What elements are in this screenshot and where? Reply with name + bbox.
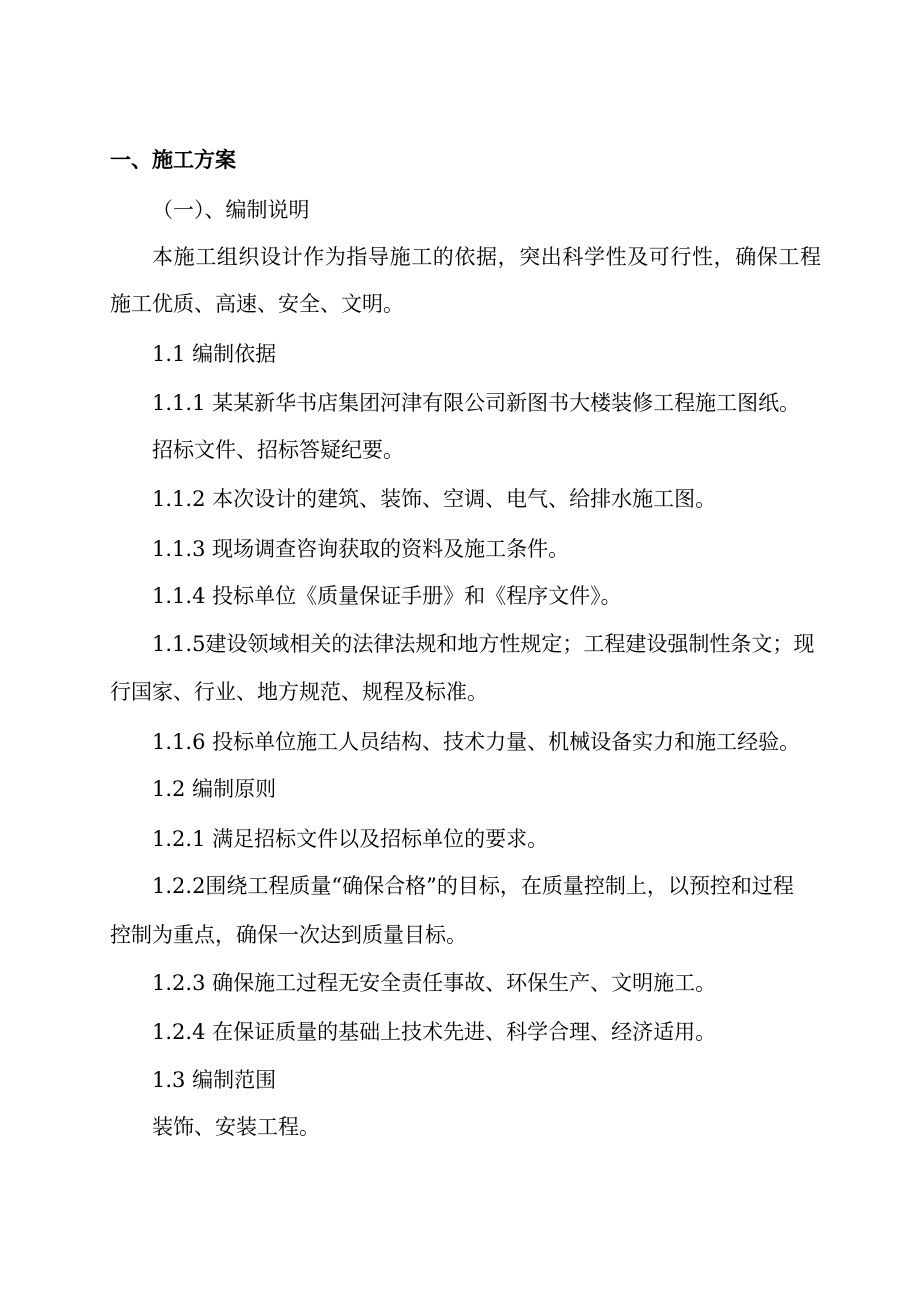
basis-item-1-1-5-line-2: 行国家、行业、地方规范、规程及标准。	[110, 680, 488, 704]
principles-item-1-2-2-line-1: 1.2.2围绕工程质量“确保合格”的目标，在质量控制上，以预控和过程	[152, 874, 794, 898]
section-title: （一）、编制说明	[152, 198, 310, 222]
intro-line-2: 施工优质、高速、安全、文明。	[110, 292, 404, 316]
basis-item-1-1-2: 1.1.2 本次设计的建筑、装饰、空调、电气、给排水施工图。	[152, 487, 717, 511]
basis-item-1-1-1-continued: 招标文件、招标答疑纪要。	[152, 438, 404, 462]
document-heading: 一、施工方案	[110, 147, 236, 172]
principles-item-1-2-2-line-2: 控制为重点，确保一次达到质量目标。	[110, 923, 467, 947]
basis-item-1-1-6: 1.1.6 投标单位施工人员结构、技术力量、机械设备实力和施工经验。	[152, 730, 801, 754]
basis-item-1-1-1: 1.1.1 某某新华书店集团河津有限公司新图书大楼装修工程施工图纸。	[152, 391, 801, 415]
principles-title: 1.2 编制原则	[152, 777, 277, 801]
basis-item-1-1-4: 1.1.4 投标单位《质量保证手册》和《程序文件》。	[152, 584, 622, 608]
intro-line-1: 本施工组织设计作为指导施工的依据，突出科学性及可行性，确保工程	[152, 245, 822, 269]
basis-item-1-1-5-line-1: 1.1.5建设领域相关的法律法规和地方性规定；工程建设强制性条文；现	[152, 632, 815, 656]
principles-item-1-2-4: 1.2.4 在保证质量的基础上技术先进、科学合理、经济适用。	[152, 1020, 717, 1044]
scope-text: 装饰、安装工程。	[152, 1115, 320, 1139]
basis-item-1-1-3: 1.1.3 现场调查咨询获取的资料及施工条件。	[152, 537, 570, 561]
scope-title: 1.3 编制范围	[152, 1068, 277, 1092]
principles-item-1-2-1: 1.2.1 满足招标文件以及招标单位的要求。	[152, 827, 549, 851]
principles-item-1-2-3: 1.2.3 确保施工过程无安全责任事故、环保生产、文明施工。	[152, 971, 717, 995]
basis-title: 1.1 编制依据	[152, 342, 277, 366]
